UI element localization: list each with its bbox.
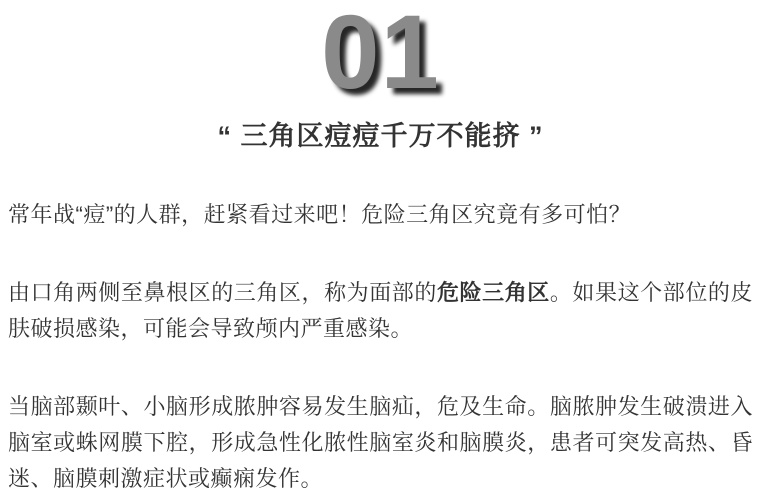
paragraph-3 <box>8 389 753 497</box>
section-number: 01 <box>321 0 440 111</box>
article-body <box>8 197 753 497</box>
emphasis-text: 危险三角区 <box>436 280 550 305</box>
body-text: 由口角两侧至鼻根区的三角区，称为面部的 <box>8 280 437 305</box>
section-heading: “ 三角区痘痘千万不能挤 ” <box>217 121 544 151</box>
paragraph-2 <box>8 275 753 347</box>
body-text: 常年战“痘”的人群，赶紧看过来吧！危险三角区究竟有多可怕？ <box>8 202 632 227</box>
body-text: 当脑部颞叶、小脑形成脓肿容易发生脑疝，危及生命。脑脓肿发生破溃进入脑室或蛛网膜下腔，形成急性化脓性脑室炎和脑膜炎，患者可突发高热、昏迷、脑膜刺激症状或癫痫发作。 <box>8 394 753 491</box>
paragraph-1 <box>8 197 753 233</box>
body-text: 。如果这个部位的皮肤破损感染，可能会导致颅内严重感染。 <box>8 280 753 341</box>
